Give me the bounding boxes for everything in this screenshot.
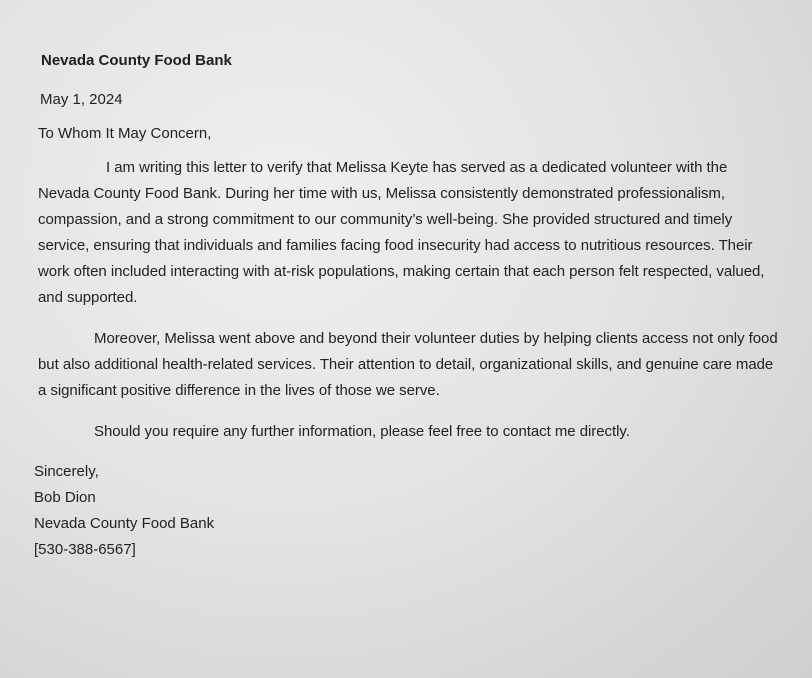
signer-organization: Nevada County Food Bank [34, 515, 215, 533]
sender-organization: Nevada County Food Bank [41, 52, 232, 69]
letter-date: May 1, 2024 [40, 91, 123, 108]
signer-name: Bob Dion [34, 489, 96, 507]
body-paragraph-1: I am writing this letter to verify that Melissa Keyte has served as a dedicated volunteer with the Nevada County Food Bank. During her time with us, Melissa consistently demonstrated professionalism, compassion, and a strong commitment to our community’s well-being. She provided structured and timely service, ensuring that individuals and families facing food insecurity had access to nutritious resources. Their work often included interacting with at-risk populations, making certain that each person felt respected, valued, and supported. [38, 159, 765, 306]
body-paragraph-2: Moreover, Melissa went above and beyond their volunteer duties by helping clients access not only food but also additional health-related services. Their attention to detail, organizational skills, and genuine care made a significant positive difference in the lives of those we serve. [38, 330, 778, 400]
closing-phrase: Sincerely, [34, 463, 99, 481]
signer-phone: [530-388-6567] [34, 541, 136, 559]
body-paragraph-3: Should you require any further information, please feel free to contact me directly. [94, 423, 630, 441]
signature-block [34, 459, 782, 563]
salutation: To Whom It May Concern, [38, 125, 212, 142]
